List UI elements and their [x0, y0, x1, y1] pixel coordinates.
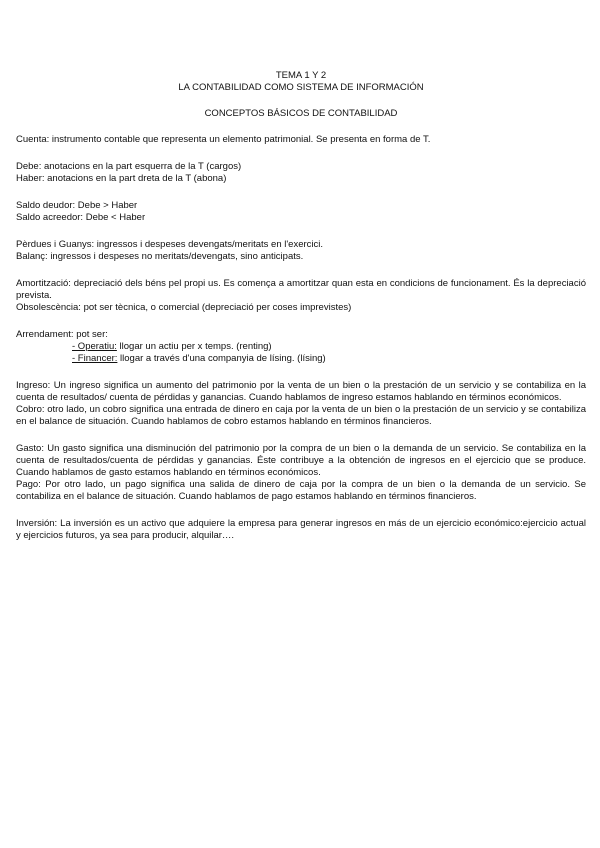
saldo-deudor-definition: Saldo deudor: Debe > Haber — [16, 200, 138, 211]
cobro-definition: Cobro: otro lado, un cobro significa una entrada de dinero en caja por la venta de un bien o la prestación de un servicio y se contabiliza en el balance de situación. Cuando hablamos de cobro estamos hablando en términos financieros. — [16, 404, 586, 427]
arrendament-operatiu — [16, 341, 586, 353]
saldo-acreedor-definition: Saldo acreedor: Debe < Haber — [16, 212, 146, 223]
operatiu-label: - Operatiu: — [72, 341, 117, 352]
arrendament-title: Arrendament: pot ser: — [16, 329, 108, 340]
debe-definition: Debe: anotacions en la part esquerra de la T (cargos) — [16, 161, 242, 172]
document-header — [16, 70, 586, 120]
inversion-definition: Inversión: La inversión es un activo que adquiere la empresa para generar ingresos en más de un ejercicio económico:ejercicio actual y ejercicios futuros, ya sea para producir, alquilar…. — [16, 518, 586, 541]
gasto-definition: Gasto: Un gasto significa una disminución del patrimonio por la compra de un bien o la demanda de un servicio. Se contabiliza en la cuenta de resultados/cuenta de pérdidas y ganancias. Éste contribuye a la obtención de ingresos en el ejercicio que se produce. Cuando hablamos de gasto estamos hablando en términos económicos. — [16, 443, 586, 478]
amortitzacio-definition: Amortització: depreciació dels béns pel propi us. Es comença a amortitzar quan esta en condicions de funcionament. És la depreciació prevista. — [16, 278, 586, 301]
obsolescencia-definition: Obsolescència: pot ser tècnica, o comercial (depreciació per coses imprevistes) — [16, 302, 352, 313]
document-title: LA CONTABILIDAD COMO SISTEMA DE INFORMACIÓN — [178, 82, 424, 93]
financer-text: llogar a través d'una companyia de lísing. (lísing) — [117, 353, 326, 364]
ingreso-definition: Ingreso: Un ingreso significa un aumento del patrimonio por la venta de un bien o la prestación de un servicio y se contabiliza en la cuenta de resultados/ cuenta de pérdidas y ganancias. Cuando hablamos de ingreso estamos hablando en términos económicos. — [16, 380, 586, 403]
haber-definition: Haber: anotacions en la part dreta de la T (abona) — [16, 173, 227, 184]
arrendament-financer — [16, 353, 586, 365]
document-page — [16, 70, 586, 542]
topic-title: TEMA 1 Y 2 — [275, 70, 327, 81]
section-title: CONCEPTOS BÁSICOS DE CONTABILIDAD — [204, 108, 398, 119]
operatiu-text: llogar un actiu per x temps. (renting) — [116, 341, 272, 352]
pago-definition: Pago: Por otro lado, un pago significa una salida de dinero de caja por la compra de un bien o la demanda de un servicio. Se contabiliza en el balance de situación. Cuando hablamos de pago estamos hablando en términos financieros. — [16, 479, 586, 502]
financer-label: - Financer: — [72, 353, 118, 364]
perdues-guanys-definition: Pèrdues i Guanys: ingressos i despeses devengats/meritats en l'exercici. — [16, 239, 324, 250]
cuenta-definition: Cuenta: instrumento contable que representa un elemento patrimonial. Se presenta en forma de T. — [16, 134, 431, 145]
balanc-definition: Balanç: ingressos i despeses no meritats/devengats, sino anticipats. — [16, 251, 304, 262]
